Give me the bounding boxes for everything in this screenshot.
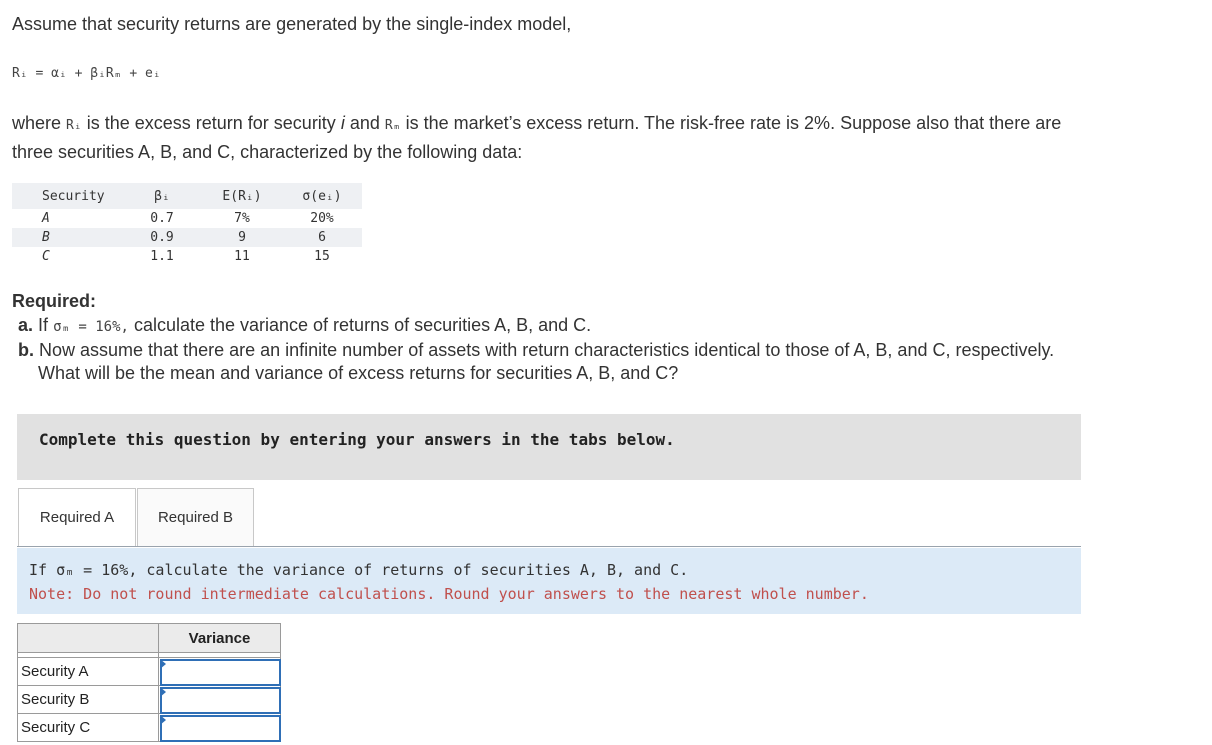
required-a (18, 313, 591, 339)
cell-security: A (42, 211, 50, 226)
tab-divider (17, 546, 1081, 547)
answer-row-label: Security B (18, 686, 159, 714)
answer-cell (159, 658, 281, 686)
explanation-part2: is the excess return for security (86, 113, 336, 133)
required-a-sigma: σₘ = 16%, (53, 319, 129, 335)
question-text: If σₘ = 16%, calculate the variance of returns of securities A, B, and C. (29, 561, 689, 579)
variance-input-security-b[interactable] (160, 687, 281, 714)
model-equation: Rᵢ = αᵢ + βᵢRₘ + eᵢ (12, 66, 161, 81)
answer-row (18, 714, 281, 742)
tab-required-a[interactable]: Required A (18, 488, 136, 547)
required-b-line2: What will be the mean and variance of excess returns for securities A, B, and C? (38, 363, 679, 383)
required-b-line1: Now assume that there are an infinite number of assets with return characteristics identical to those of A, B, and C, respectively. (39, 340, 1055, 360)
variance-input-security-a[interactable] (160, 659, 281, 686)
cell-expected-return: 9 (202, 228, 282, 247)
data-table-row (12, 228, 362, 247)
header-expected-return: E(Rᵢ) (202, 183, 282, 209)
input-marker-icon (160, 715, 166, 725)
header-residual-sd: σ(eᵢ) (282, 183, 362, 209)
explanation-paragraph (12, 110, 1192, 165)
header-beta: βᵢ (122, 183, 202, 209)
answer-row-label: Security C (18, 714, 159, 742)
explanation-part1: where (12, 113, 62, 133)
data-table-header-row (12, 183, 362, 209)
tab-required-b[interactable]: Required B (137, 488, 254, 547)
cell-expected-return: 7% (234, 211, 250, 226)
cell-security: B (12, 228, 122, 247)
data-table-row (12, 247, 362, 266)
ri-symbol: Rᵢ (66, 118, 82, 133)
input-marker-icon (160, 659, 166, 669)
answer-table (17, 623, 281, 742)
rm-symbol: Rₘ (384, 118, 401, 133)
explanation-line2: three securities A, B, and C, characterized by the following data: (12, 142, 523, 162)
required-b (18, 338, 1054, 362)
question-note: Note: Do not round intermediate calculations. Round your answers to the nearest whole number. (29, 585, 869, 603)
answer-cell (159, 686, 281, 714)
answer-cell (159, 714, 281, 742)
i-symbol: i (340, 113, 345, 133)
required-b-label: b. (18, 340, 34, 360)
input-marker-icon (160, 687, 166, 697)
required-heading: Required: (12, 291, 97, 311)
cell-expected-return: 11 (234, 249, 250, 264)
data-table-row (12, 209, 362, 228)
cell-beta: 1.1 (150, 249, 174, 264)
cell-beta: 0.7 (150, 211, 174, 226)
answer-row-label: Security A (18, 658, 159, 686)
cell-beta: 0.9 (122, 228, 202, 247)
answer-row (18, 686, 281, 714)
answer-header-variance: Variance (159, 624, 281, 653)
variance-input-security-c[interactable] (160, 715, 281, 742)
cell-residual-sd: 6 (282, 228, 362, 247)
required-a-text: calculate the variance of returns of securities A, B, and C. (133, 315, 592, 335)
explanation-part4: is the market’s excess return. The risk-free rate is 2%. Suppose also that there are (405, 113, 1062, 133)
header-security: Security (12, 183, 122, 209)
required-a-label: a. (18, 315, 34, 335)
answer-header-row (18, 624, 281, 653)
intro-text: Assume that security returns are generated by the single-index model, (12, 14, 572, 34)
answer-header-blank (18, 624, 159, 653)
answer-row (18, 658, 281, 686)
cell-security: C (42, 249, 50, 264)
security-data-table (12, 183, 362, 266)
banner-text: Complete this question by entering your answers in the tabs below. (39, 430, 675, 449)
instruction-banner (17, 414, 1081, 480)
explanation-part3: and (349, 113, 380, 133)
question-box (17, 548, 1081, 614)
cell-residual-sd: 20% (310, 211, 334, 226)
cell-residual-sd: 15 (314, 249, 330, 264)
required-a-pre: If (38, 315, 49, 335)
